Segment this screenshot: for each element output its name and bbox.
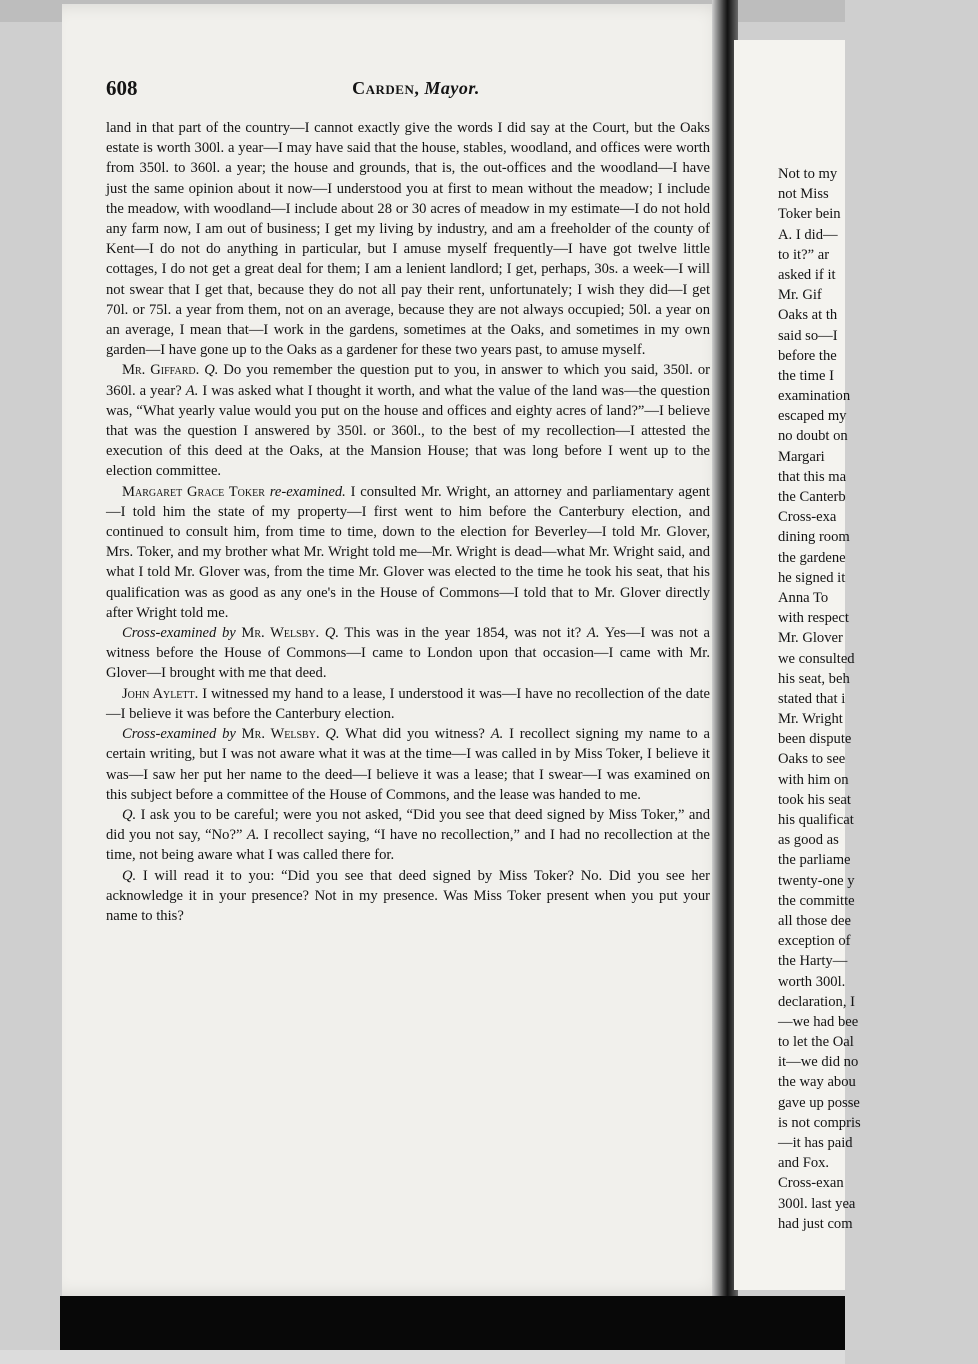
right-page-line: declaration, I	[778, 993, 855, 1010]
running-head	[106, 78, 726, 99]
right-page-line: the gardene	[778, 549, 846, 566]
italic-marker: Cross-examined by	[122, 625, 236, 642]
right-page-line: that this ma	[778, 468, 847, 485]
right-page-line: dining room	[778, 529, 850, 546]
paragraph	[106, 360, 710, 481]
right-page-line: the way abou	[778, 1074, 856, 1091]
right-page-line: the Canterb	[778, 489, 846, 505]
right-page-line: had just com	[778, 1215, 853, 1232]
text-run: What did you witness?	[339, 726, 491, 743]
speaker-name: John Aylett.	[122, 685, 199, 702]
page-number: 608	[106, 76, 138, 100]
italic-marker: A.	[246, 827, 260, 844]
right-page-line: it—we did no	[778, 1054, 859, 1071]
italic-marker: Q.	[325, 726, 340, 743]
right-page-line: is not compris	[778, 1114, 861, 1131]
text-run: I will read it to you: “Did you see that deed signed by Miss Toker? No. Did you see her acknowledge it in your presence? Not in my presence. Was Miss Toker present when you put your name to this?	[106, 867, 710, 924]
right-page-line: —we had bee	[778, 1013, 859, 1030]
right-page-line: he signed it	[778, 569, 846, 586]
right-page-line: as good as	[778, 832, 839, 849]
right-page-line: gave up posse	[778, 1094, 860, 1111]
right-page-line: Margari	[778, 448, 825, 465]
paragraph	[106, 866, 710, 927]
page-header	[106, 76, 726, 104]
right-page-line: asked if it	[778, 266, 836, 283]
right-page-line: been dispute	[778, 731, 852, 748]
text-run: I was asked what I thought it worth, and what the value of the land was—the question was, “What yearly value would you put on the house and offices and eighty acres of land?”—I believe that was the question I answered by 350l. or 360l., to the best of my recollection—I attested the execution of this deed at the Oaks, at the Mansion House; that was long before I went up to the election committee.	[106, 382, 710, 480]
text-run: I witnessed my hand to a lease, I understood it was—I have no recollection of the date—I believe it was before the Canterbury election.	[106, 685, 711, 722]
right-page-line: before the	[778, 347, 837, 364]
text-run: Do you remember the question put to you, in answer to which you said, 350l. or 360l. a year?	[106, 362, 710, 399]
right-page-line: the Harty—	[778, 953, 848, 970]
italic-marker: Cross-examined by	[122, 726, 236, 743]
right-page-line: we consulted	[778, 650, 855, 667]
right-page-line: exception of	[778, 933, 851, 950]
paragraph	[106, 684, 710, 724]
italic-marker: A.	[586, 625, 600, 642]
right-page-line: Oaks at th	[778, 307, 838, 324]
right-page-line: his seat, beh	[778, 670, 850, 687]
speaker-name: Margaret Grace Toker	[122, 483, 265, 500]
right-page-line: Toker bein	[778, 206, 841, 223]
text-run: I recollect signing my name to a certain writing, but I was not aware what it was at the time—I was called in by Miss Toker, I believe it was—I saw her put her name to the deed—I believe it was a lease; that I swear—I was examined on this subject before a committee of the House of Commons, and the lease was handed to me.	[106, 726, 710, 803]
right-page-line: not Miss	[778, 186, 829, 203]
right-page-line: escaped my	[778, 408, 847, 425]
paragraph	[106, 724, 710, 805]
speaker-name: Mr. Welsby.	[241, 625, 320, 642]
right-page-line: examination	[778, 388, 851, 405]
body-text	[106, 118, 710, 926]
paragraph	[106, 118, 710, 360]
right-page-line: A. I did—	[778, 226, 838, 243]
right-page-line: —it has paid	[778, 1135, 853, 1151]
right-page-fragment	[734, 40, 861, 1290]
paragraph	[106, 623, 710, 684]
speaker-name: Mr. Giffard.	[122, 362, 200, 379]
right-page-line: took his seat	[778, 791, 851, 808]
right-page-line: Cross-exan	[778, 1175, 844, 1192]
right-page-line: stated that i	[778, 690, 846, 707]
italic-marker: A.	[185, 382, 199, 399]
text-run: I consulted Mr. Wright, an attorney and parliamentary agent—I told him the state of my property—I first went to him before the Canterbury election, and continued to consult him, from time to time, down to the election for Beverley—I told Mr. Glover, Mrs. Toker, and my brother what Mr. Wright told me—Mr. Wright is dead—what Mr. Wright said, and what I told Mr. Glover was, from the time Mr. Glover was elected to the time he took his seat, that his qualification was as good as any one's in the House of Commons—I told that to Mr. Glover directly after Wright told me.	[106, 483, 710, 621]
right-page-line: Not to my	[778, 166, 838, 182]
right-page-line: his qualificat	[778, 812, 854, 828]
italic-marker: Q.	[324, 625, 340, 642]
right-page-line: all those dee	[778, 912, 851, 929]
right-page-line: the time I	[778, 367, 834, 384]
right-page-line: Cross-exa	[778, 509, 837, 526]
right-page-line: twenty-one y	[778, 872, 855, 889]
italic-marker: Q.	[122, 806, 137, 823]
right-page-line: 300l. last yea	[778, 1195, 856, 1212]
italic-marker: re-examined.	[264, 483, 346, 500]
text-run: I recollect saying, “I have no recollection,” and I had no recollection at the time, not being aware what I was called there for.	[106, 827, 710, 864]
right-page-line: to it?” ar	[778, 246, 830, 263]
text-run: land in that part of the country—I cannot exactly give the words I did say at the Court, but the Oaks estate is worth 300l. a year—I may have said that the house, stables, woodland, and offices were worth from 350l. to 360l. a year; the house and grounds, that is, the out-offices and the woodland—I have just the same opinion about it now—I understood you at first to mean without the meadow; I include the meadow, with woodland—I include about 28 or 30 acres of meadow in my estimate—I do not hold any farm now, I am out of business; I get my living by industry, and am a freeholder of the county of Kent—I do not do anything in particular, but I amuse myself frequently—I have got twelve little cottages, I do not get a great deal for them; I am a lenient landlord; I get, perhaps, 30s. a week—I will not swear that I get that, because they do not all pay their rent, unfortunately; I wish they did—I get 70l. or 75l. a year from them, not on an average, because they are not always occupied; 50l. a year on an average, I mean that—I work in the gardens, sometimes at the Oaks, and sometimes in my own garden—I have gone up to the Oaks as a gardener for these two years past, to amuse myself.	[106, 120, 710, 359]
text-run: This was in the year 1854, was not it?	[339, 625, 587, 642]
right-page-line: to let the Oal	[778, 1034, 854, 1051]
left-page	[62, 4, 730, 1296]
right-page-line: worth 300l.	[778, 973, 846, 990]
right-page-line: the parliame	[778, 852, 851, 869]
right-page-line: with respect	[778, 610, 849, 627]
speaker-name: Mr. Welsby.	[241, 726, 320, 743]
right-page-line: Oaks to see	[778, 751, 846, 768]
right-page-line: Mr. Gif	[778, 287, 822, 304]
italic-marker: A.	[490, 726, 504, 743]
right-page-line: no doubt on	[778, 428, 848, 445]
right-page-line: Mr. Glover	[778, 630, 843, 647]
paragraph	[106, 805, 710, 866]
paragraph	[106, 482, 710, 623]
right-page-line: and Fox.	[778, 1155, 830, 1172]
text-run: Yes—I was not a witness before the House of Commons—I came to London upon that occasion—I came with Mr. Glover—I brought with me that deed.	[106, 625, 711, 682]
right-page-line: with him on	[778, 771, 849, 788]
running-head-name: Carden,	[352, 78, 420, 98]
italic-marker: Q.	[204, 362, 219, 379]
right-page-line: Anna To	[778, 589, 829, 606]
right-page-line: Mr. Wright	[778, 711, 843, 728]
scan-bottom-edge	[0, 1350, 845, 1364]
right-page-line: said so—I	[778, 327, 838, 344]
text-run: I ask you to be careful; were you not asked, “Did you see that deed signed by Miss Toker,” and did you not say, “No?”	[106, 806, 710, 844]
right-page-line: the committe	[778, 892, 855, 909]
scan-bottom-band	[60, 1296, 845, 1350]
running-head-title: Mayor.	[424, 78, 480, 98]
italic-marker: Q.	[122, 867, 137, 884]
right-page-text	[778, 164, 978, 1234]
